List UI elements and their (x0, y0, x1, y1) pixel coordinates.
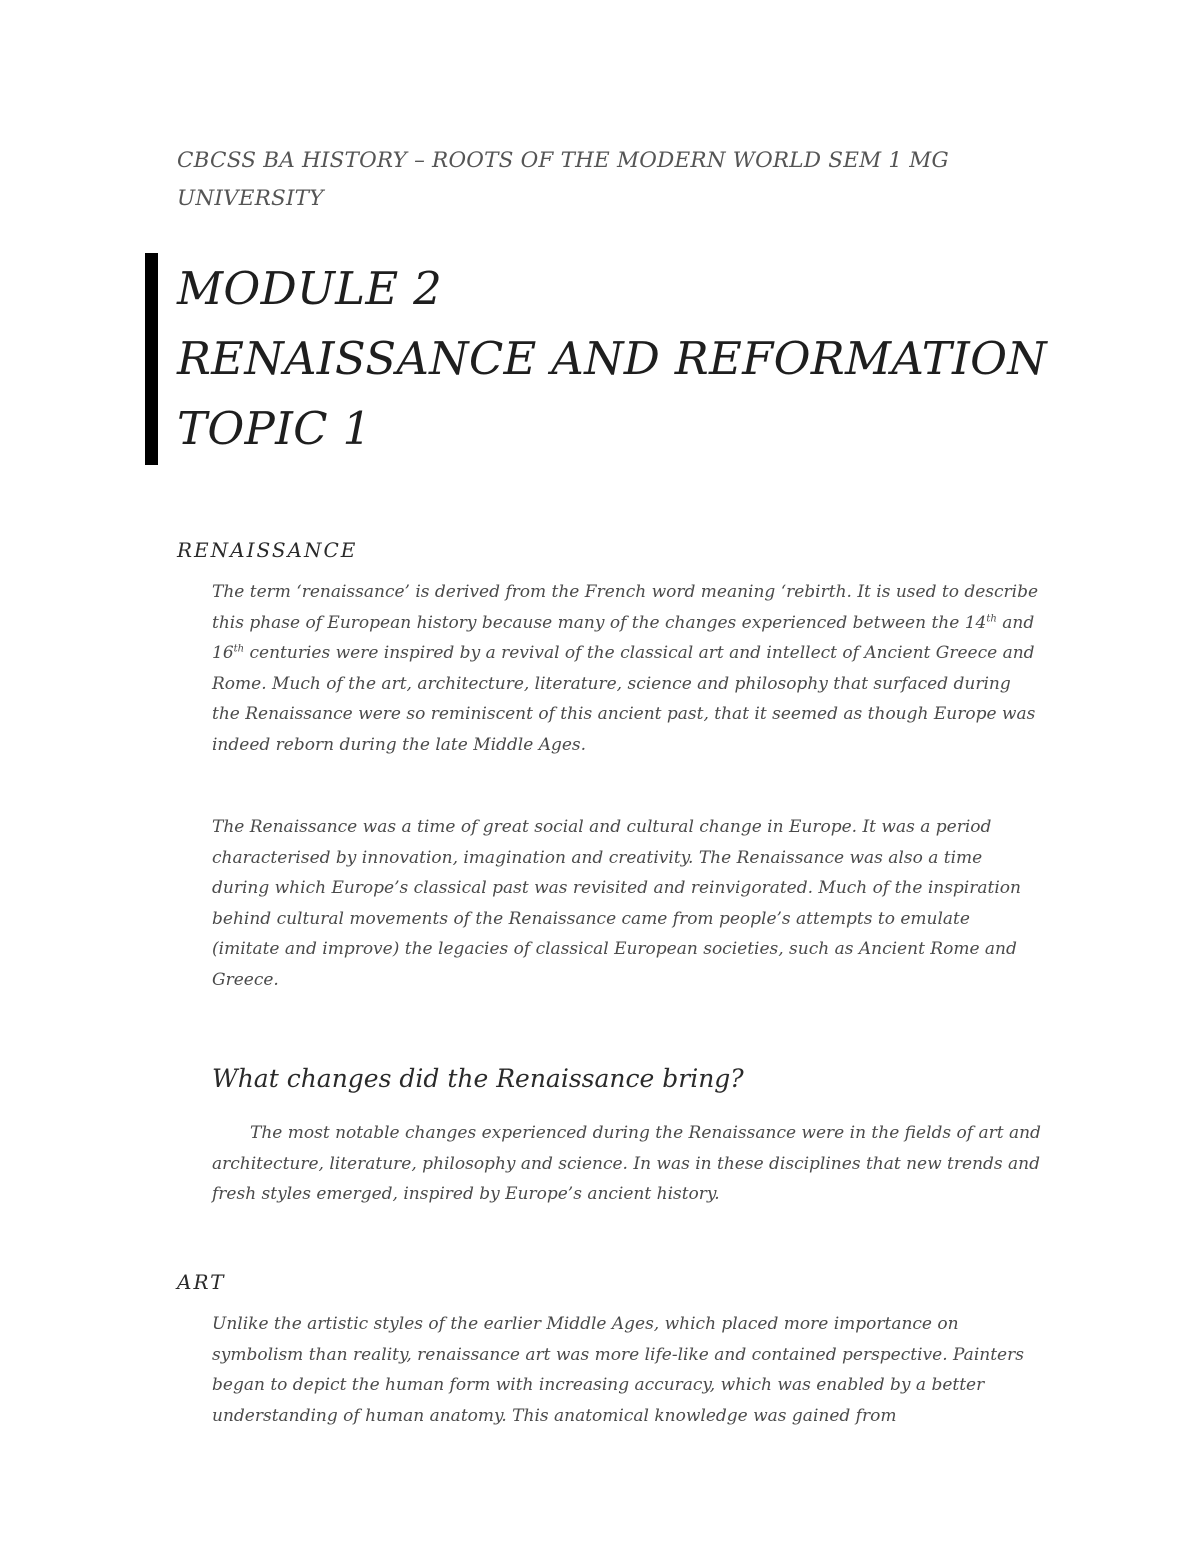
renaissance-heading: RENAISSANCE (177, 538, 358, 562)
changes-paragraph: The most notable changes experienced during the Renaissance were in the fields of art and architecture, literature, philosophy and science. In was in these disciplines that new trends and fresh styles emerged, inspired by Europe’s ancient history. (212, 1123, 1041, 1204)
module-title-block (177, 254, 1077, 464)
paragraph-text: The term ‘renaissance’ is derived from the French word meaning ‘rebirth. It is used to describe this phase of European history because many of the changes experienced between the 14 (212, 582, 1039, 633)
superscript: th (986, 612, 997, 624)
renaissance-paragraph-2: The Renaissance was a time of great social and cultural change in Europe. It was a period characterised by innovation, imagination and creativity. The Renaissance was also a time during which Europe’s classical past was revisited and reinvigorated. Much of the inspiration behind cultural movements of the Renaissance came from people’s attempts to emulate (imitate and improve) the legacies of classical European societies, such as Ancient Rome and Greece. (212, 817, 1021, 990)
changes-question-heading: What changes did the Renaissance bring? (212, 1064, 744, 1093)
module-title: RENAISSANCE AND REFORMATION (177, 332, 1047, 385)
module-accent-bar (145, 253, 158, 465)
art-paragraph: Unlike the artistic styles of the earlier Middle Ages, which placed more importance on symbolism than reality, renaissance art was more life-like and contained perspective. Painters began to depict the human form with increasing accuracy, which was enabled by a better understanding of human anatomy. This anatomical knowledge was gained from (212, 1314, 1024, 1426)
renaissance-paragraph-1 (212, 577, 1042, 760)
topic-number: TOPIC 1 (177, 402, 372, 455)
module-number: MODULE 2 (177, 262, 443, 315)
course-subtitle: CBCSS BA HISTORY – ROOTS OF THE MODERN WORLD SEM 1 MG UNIVERSITY (177, 148, 949, 211)
art-heading: ART (177, 1270, 226, 1294)
paragraph-text: and 16 (212, 612, 1035, 663)
paragraph-text: centuries were inspired by a revival of the classical art and intellect of Ancient Greece and Rome. Much of the art, architecture, literature, science and philosophy that surfaced during the Renaissance were so reminiscent of this ancient past, that it seemed as though Europe was indeed reborn during the late Middle Ages. (212, 643, 1036, 755)
superscript: th (233, 643, 245, 655)
